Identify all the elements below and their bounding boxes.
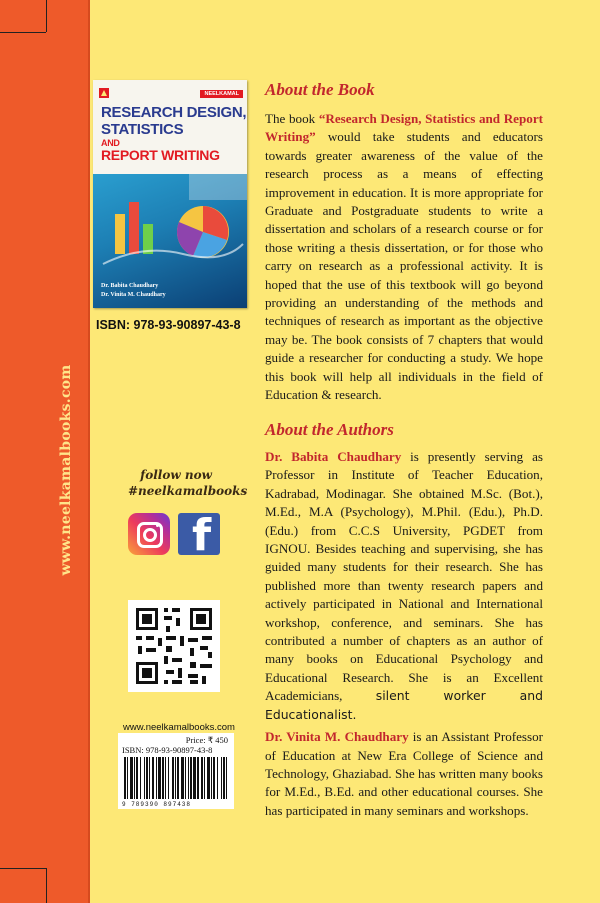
about-book-text: would take students and educators towards greater awareness of the value of the research process as a means of effecting improvement in education. It is more appropriate for Graduate and Postgraduate students to write a dissertation and scholars of a research course or for those writing a thesis dissertation, or for those who carry on research as a professional activity. It is hoped that the use of this textbook will go beyond providing an understanding of the methods and techniques of research as important as the objective may be. The book consists of 7 chapters that would guide a researcher for conducting a study. We hope this book will help all individuals in the field of Education & research. [265, 129, 543, 403]
barcode-digits: 9 789390 897438 [122, 801, 192, 808]
thumbnail-author: Dr. Babita Chaudhary [101, 283, 159, 289]
barcode-bar [134, 757, 135, 799]
instagram-icon-dot [156, 524, 159, 527]
thumbnail-title-line: RESEARCH DESIGN, [101, 104, 247, 121]
spine-edge [88, 0, 90, 903]
isbn-label: ISBN: 978-93-90897-43-8 [96, 318, 241, 332]
author1-name: Dr. Babita Chaudhary [265, 449, 402, 464]
crop-mark [46, 868, 47, 903]
thumbnail-authors [101, 282, 166, 300]
barcode-bar [127, 757, 128, 799]
barcode-bar [207, 757, 210, 799]
barcode-bar [124, 757, 126, 799]
instagram-icon[interactable] [128, 513, 170, 555]
book-cover-thumbnail [93, 80, 247, 308]
author1-bio: is presently serving as Professor in Institute of Teacher Education, Kadrabad, Modinagar. She obtained M.Sc. (Bot.), M.Ed., M.A (Psychology), M.Phil. (Edu.), Ph.D. (Edu.) from C.C.S University, PGDET from IGNOU. Besides teaching and supervising, she has guided many students for their research. She has published more than twenty research papers and actively participated in National and International workshop, conference, and seminars. She has contributed a number of chapters as an author of many books on Educational Psychology and Educational Research. She is an Excellent Academicians, [265, 449, 543, 704]
barcode-bar [136, 757, 138, 799]
crop-mark [0, 868, 46, 869]
barcode-bar [149, 757, 150, 799]
barcode-bar [223, 757, 225, 799]
barcode-bar [130, 757, 133, 799]
follow-block [128, 468, 248, 498]
author2-bio: is an Assistant Professor of Education at New Era College of Science and Technology, Ghaziabad. She has written many books for M.Ed., B.Ed. and other educational courses. She has participated in many seminars and workshops. [265, 729, 544, 818]
barcode-bar [181, 757, 184, 799]
barcode-bar [158, 757, 161, 799]
about-book-heading: About the Book [265, 80, 375, 99]
barcode-bar [201, 757, 203, 799]
crop-mark [46, 0, 47, 32]
barcode-bar [152, 757, 154, 799]
author1-bio-end: silent worker and Educationalist. [265, 688, 543, 722]
barcode-bar [217, 757, 218, 799]
about-book-paragraph [265, 110, 543, 405]
about-book-body [265, 110, 543, 405]
barcode-bar [162, 757, 164, 799]
thumbnail-title-line: STATISTICS [101, 121, 184, 138]
barcode [122, 757, 230, 799]
thumbnail-author: Dr. Vinita M. Chaudhary [101, 292, 166, 298]
barcode-bar [168, 757, 169, 799]
facebook-icon-glyph: f [192, 513, 212, 555]
thumbnail-brand: NEELKAMAL [200, 90, 243, 98]
spine-strip [0, 0, 88, 903]
barcode-bar [140, 757, 141, 799]
qr-code[interactable] [128, 600, 220, 692]
barcode-bar [146, 757, 148, 799]
thumbnail-title-line: AND [101, 138, 120, 148]
footer-website[interactable]: www.neelkamalbooks.com [123, 722, 235, 733]
author1-paragraph [265, 448, 543, 724]
hashtag-text[interactable]: #neelkamalbooks [128, 484, 248, 498]
barcode-bar [204, 757, 205, 799]
publisher-logo-icon [99, 88, 109, 98]
barcode-bar [211, 757, 212, 799]
about-authors-body [265, 448, 543, 820]
spine-website-text[interactable]: www.neelkamalbooks.com [58, 364, 74, 576]
barcode-bar [190, 757, 192, 799]
barcode-bar [221, 757, 222, 799]
barcode-bar [197, 757, 199, 799]
crop-mark [0, 32, 46, 33]
barcode-bar [193, 757, 196, 799]
barcode-bar [213, 757, 215, 799]
thumbnail-title-line: REPORT WRITING [101, 147, 220, 163]
instagram-icon-lens [143, 528, 157, 542]
barcode-bar [144, 757, 145, 799]
price-label: Price: ₹ 450 [185, 735, 228, 745]
barcode-bar [177, 757, 179, 799]
barcode-bar [175, 757, 176, 799]
book-title-quote: “Research Design, Statistics and Report Writing” [265, 111, 543, 145]
barcode-bar [172, 757, 174, 799]
about-authors-heading: About the Authors [265, 420, 394, 439]
barcode-bar [188, 757, 189, 799]
author2-name: Dr. Vinita M. Chaudhary [265, 729, 409, 745]
barcode-isbn: ISBN: 978-93-90897-43-8 [122, 745, 213, 755]
barcode-panel [118, 733, 234, 809]
barcode-bar [165, 757, 166, 799]
thumbnail-artwork [93, 174, 247, 308]
barcode-bar [226, 757, 227, 799]
barcode-bar [185, 757, 186, 799]
facebook-icon[interactable] [178, 513, 220, 555]
follow-text: follow now [140, 468, 212, 482]
about-book-intro: The book [265, 111, 319, 126]
barcode-bar [156, 757, 157, 799]
author2-paragraph [265, 728, 543, 820]
